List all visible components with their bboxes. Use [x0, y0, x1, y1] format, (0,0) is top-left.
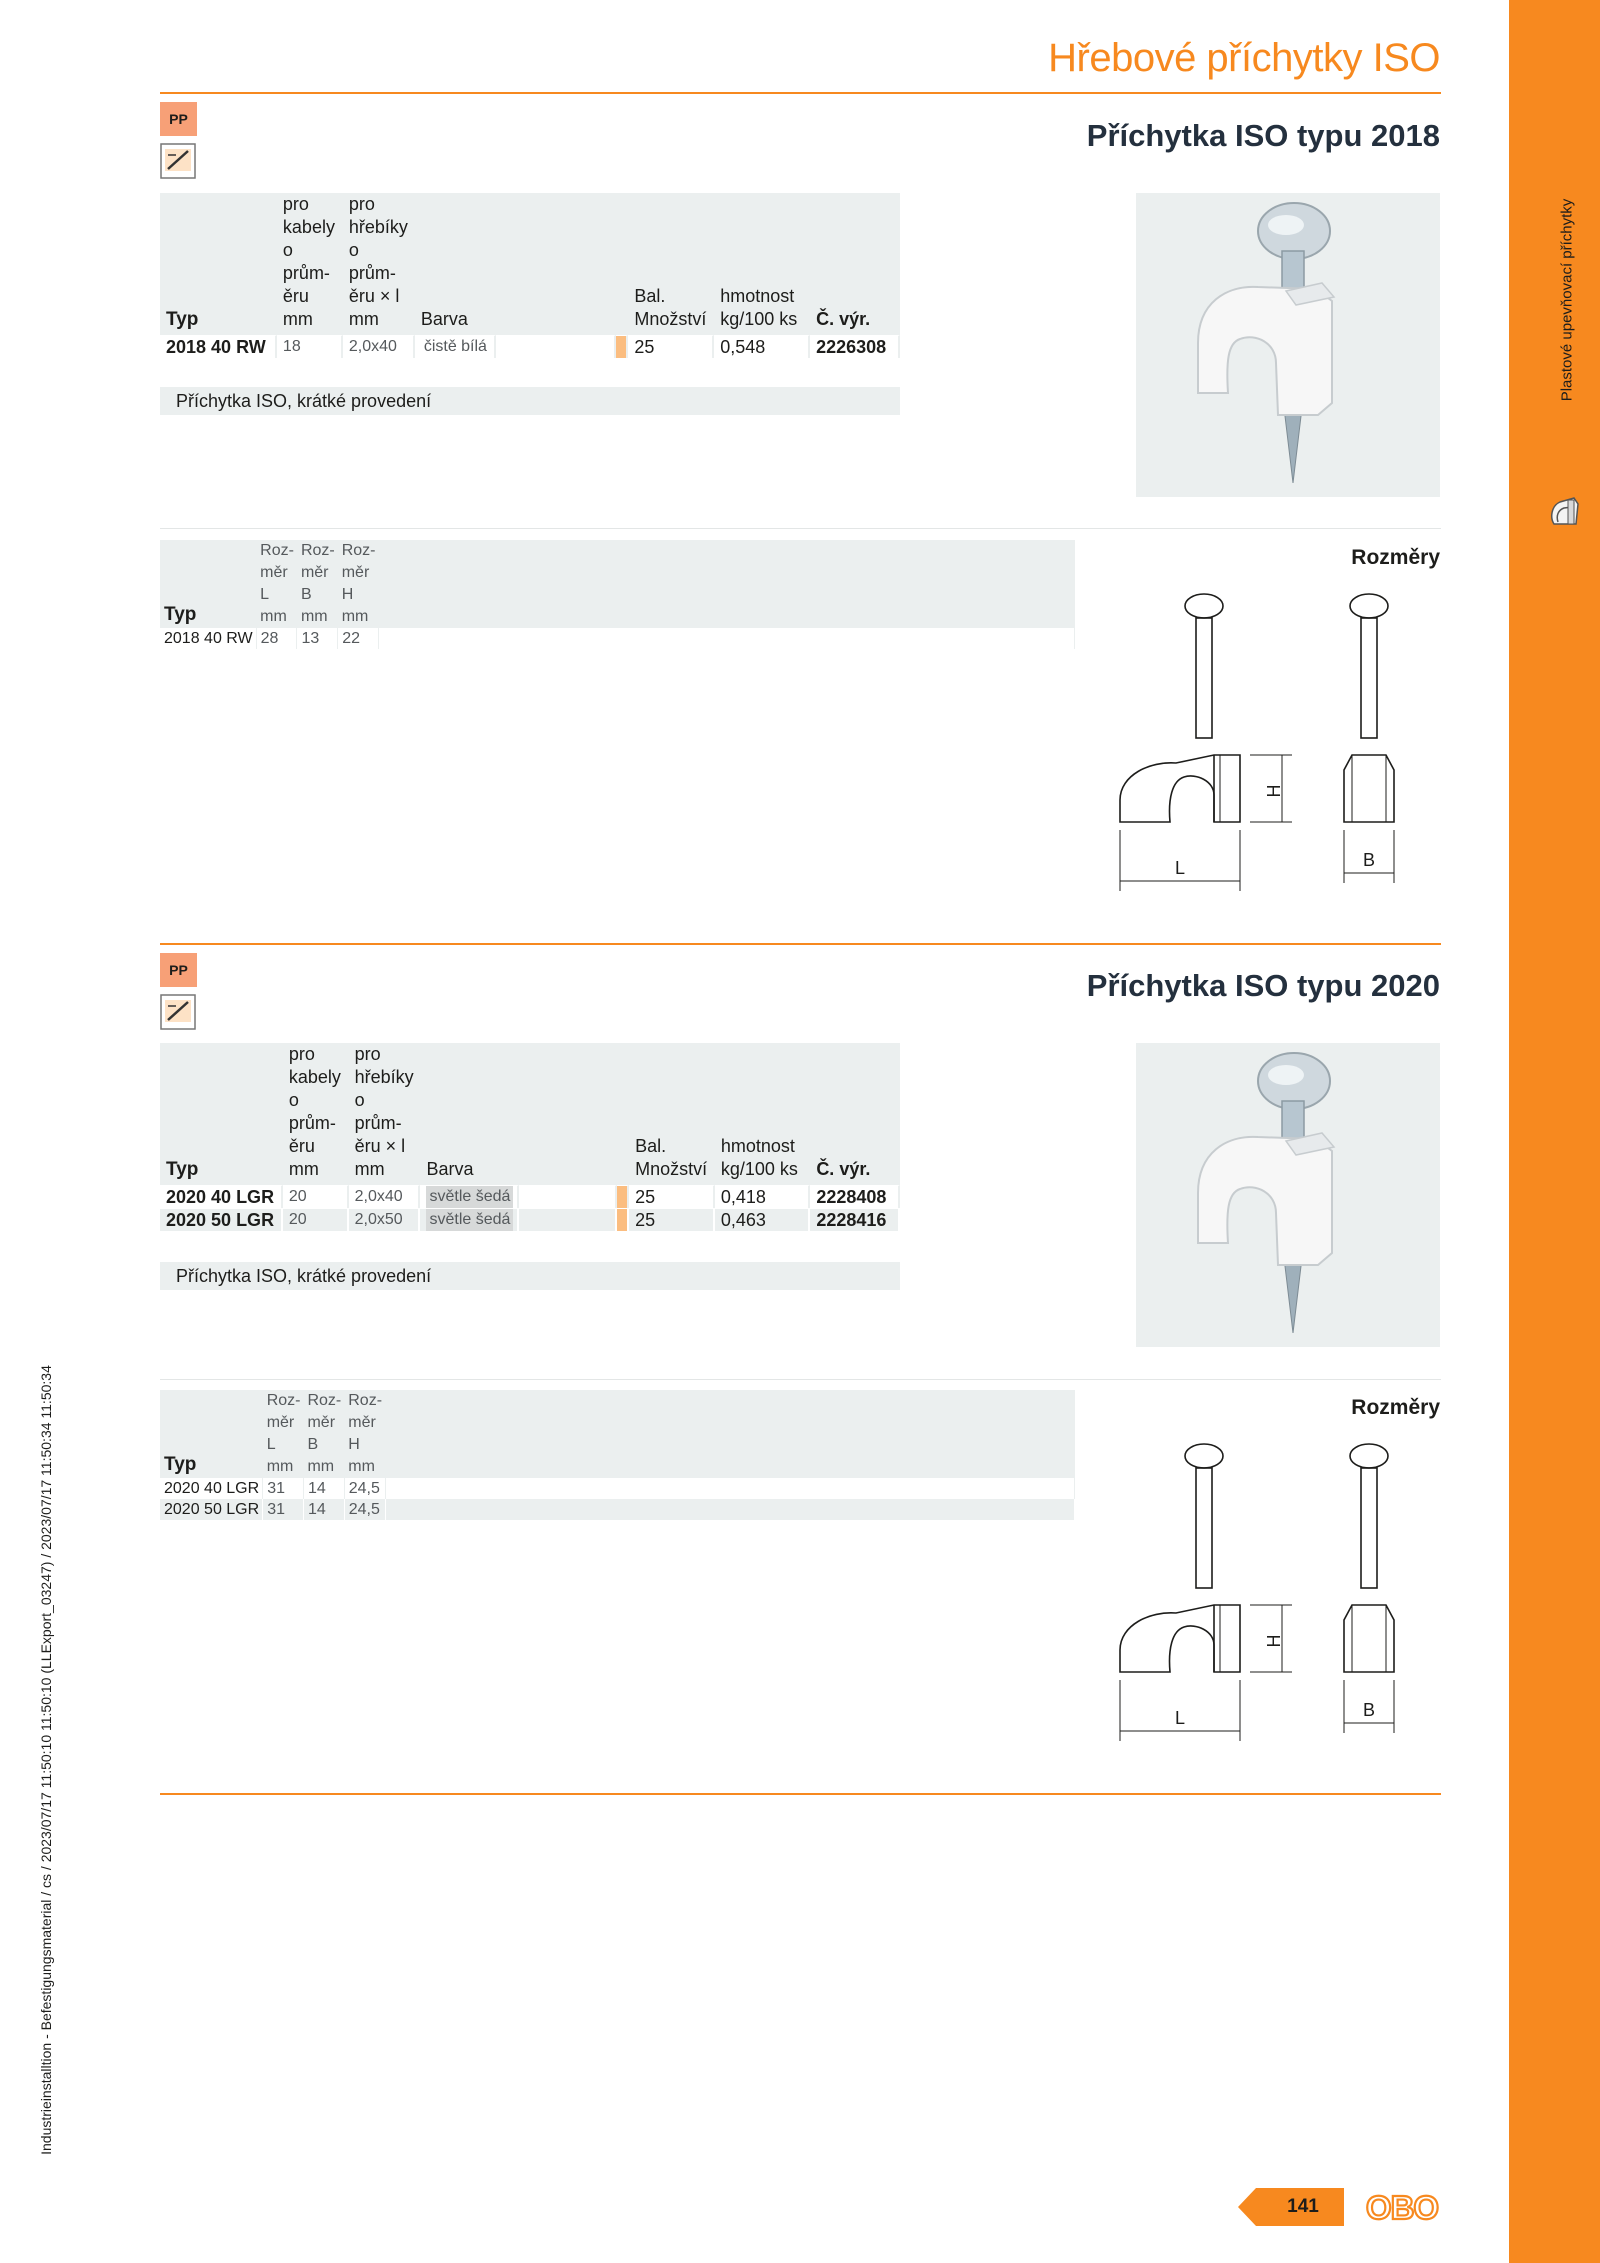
product-title: Příchytka ISO typu 2020: [1086, 968, 1440, 1003]
table-row: 2018 40 RW 28 13 22: [160, 628, 1075, 649]
col-weight: hmotnost kg/100 ks: [720, 1136, 798, 1179]
dim-label-b: B: [1362, 1700, 1376, 1720]
material-badge: PP: [160, 102, 197, 136]
svg-text:OBO: OBO: [1365, 2190, 1439, 2224]
dims-col-b: Roz- měr B mm: [300, 542, 335, 625]
col-cable: pro kabely o prům- ěru mm: [288, 1044, 341, 1179]
dimensions-table: [160, 1390, 1075, 1520]
section-rule: [160, 943, 1441, 945]
dim-label-h: H: [1264, 1634, 1284, 1648]
dim-label-h: H: [1264, 784, 1284, 798]
table-row: 2020 40 LGR 31 14 24,5: [160, 1478, 1075, 1499]
col-color: Barva: [426, 1159, 474, 1179]
dims-col-h: Roz- měr H mm: [341, 542, 376, 625]
side-band: [1509, 0, 1600, 2263]
dim-label-l: L: [1174, 858, 1186, 878]
col-qty: Bal. Množství: [634, 286, 707, 329]
product-photo: [1136, 1043, 1440, 1347]
col-color: Barva: [420, 309, 468, 329]
page-number: 141: [1287, 2196, 1319, 2217]
table-row: 2018 40 RW 18 2,0x40 čistě bílá 25 0,548 2226308: [160, 335, 900, 358]
table-row: 2020 40 LGR 20 2,0x40 světle šedá 25 0,418 2228408: [160, 1185, 900, 1208]
col-nail: pro hřebíky o prům- ěru × l mm: [348, 194, 408, 329]
page-title: Hřebové příchytky ISO: [1048, 36, 1440, 80]
col-typ: Typ: [166, 309, 199, 330]
dimensions-label: Rozměry: [1351, 1396, 1440, 1419]
product-note: Příchytka ISO, krátké provedení: [160, 387, 900, 415]
clip-icon: [1548, 494, 1582, 537]
flame-retardant-icon: [160, 994, 196, 1030]
color-swatch: [617, 1185, 629, 1208]
dims-col-l: Roz- měr L mm: [260, 542, 294, 625]
title-rule: [160, 92, 1441, 94]
section-divider: [160, 528, 1441, 529]
dims-col-h: Roz- měr H mm: [348, 1392, 383, 1475]
dim-label-l: L: [1174, 1708, 1186, 1728]
dims-col-typ: Typ: [164, 604, 197, 625]
dims-col-typ: Typ: [164, 1454, 197, 1475]
dims-col-l: Roz- měr L mm: [266, 1392, 301, 1475]
dimensions-label: Rozměry: [1351, 546, 1440, 569]
color-swatch: [616, 335, 628, 358]
col-qty: Bal. Množství: [635, 1136, 708, 1179]
dim-label-b: B: [1362, 850, 1376, 870]
dimension-drawing: [1110, 1435, 1440, 1745]
col-art: Č. výr.: [816, 1159, 871, 1179]
dimension-drawing: [1110, 585, 1440, 895]
obo-logo: [1362, 2190, 1442, 2229]
section-divider: [160, 1379, 1441, 1380]
product-title: Příchytka ISO typu 2018: [1086, 118, 1440, 153]
color-swatch: [617, 1208, 629, 1231]
spec-table: [160, 193, 900, 358]
col-weight: hmotnost kg/100 ks: [720, 286, 798, 329]
spec-table: [160, 1043, 900, 1231]
dims-col-b: Roz- měr B mm: [307, 1392, 342, 1475]
flame-retardant-icon: [160, 143, 196, 179]
material-badge: PP: [160, 953, 197, 987]
table-row: 2020 50 LGR 20 2,0x50 světle šedá 25 0,463 2228416: [160, 1208, 900, 1231]
col-typ: Typ: [166, 1159, 199, 1180]
col-art: Č. výr.: [816, 309, 871, 329]
table-row: 2020 50 LGR 31 14 24,5: [160, 1499, 1075, 1520]
col-nail: pro hřebíky o prům- ěru × l mm: [354, 1044, 414, 1179]
product-note: Příchytka ISO, krátké provedení: [160, 1262, 900, 1290]
col-cable: pro kabely o prům- ěru mm: [282, 194, 335, 329]
section-rule: [160, 1793, 1441, 1795]
dimensions-table: [160, 540, 1075, 649]
product-photo: [1136, 193, 1440, 497]
